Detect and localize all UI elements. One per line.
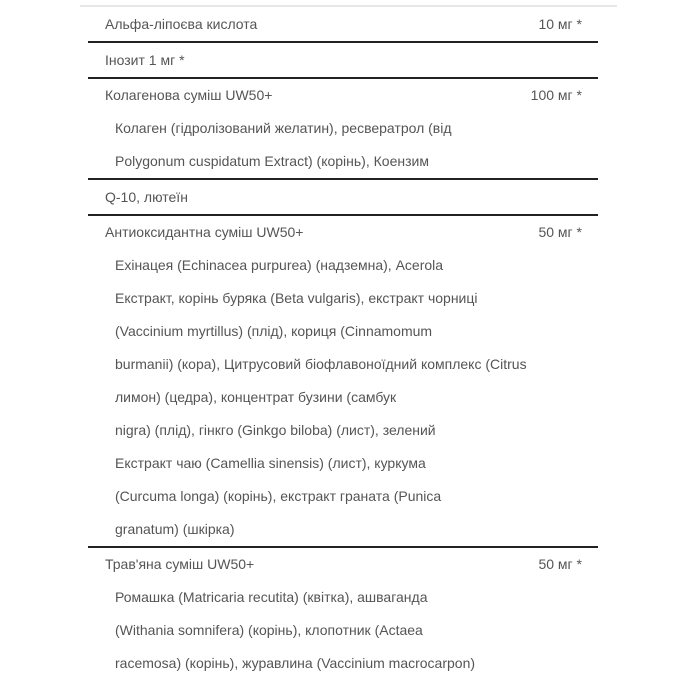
row-header [88,216,598,249]
ingredient-detail: burmanii) (кора), Цитрусовий біофлавоноїдний комплекс (Citrus [115,356,527,372]
ingredient-detail: лимон) (цедра), концентрат бузини (самбук [115,389,397,405]
ingredient-name: Колагенова суміш UW50+ [105,87,273,103]
ingredient-detail: Polygonum cuspidatum Extract) (корінь), Коензим [115,153,429,169]
ingredient-detail: granatum) (шкірка) [115,521,235,537]
ingredients-table [88,7,598,680]
ingredient-amount: 100 мг * [530,87,582,103]
ingredient-detail: Екстракт, корінь буряка (Beta vulgaris), екстракт чорниці [115,290,478,306]
ingredient-name: Альфа-ліпоєва кислота [105,16,258,32]
row-header [88,43,598,77]
ingredient-name: Інозит 1 мг * [105,52,185,68]
ingredient-name: Антиоксидантна суміш UW50+ [105,224,304,240]
ingredient-detail: (Vaccinium myrtillus) (плід), кориця (Cinnamomum [115,323,433,339]
table-row-alpha-lipoic-acid [88,7,598,43]
ingredient-detail: (Curcuma longa) (корінь), екстракт граната (Punica [115,488,442,504]
row-header [88,79,598,112]
row-header [88,7,598,41]
table-row-inositol [88,43,598,79]
ingredient-detail: Ромашка (Matricaria recutita) (квітка), ашваганда [115,589,428,605]
ingredient-detail: nigra) (плід), гінкго (Ginkgo biloba) (лист), зелений [115,422,436,438]
ingredient-name: Трав'яна суміш UW50+ [105,556,255,572]
ingredient-name: Q-10, лютеїн [105,189,188,205]
ingredient-amount: 50 мг * [538,224,582,240]
ingredient-detail: Екстракт чаю (Camellia sinensis) (лист), куркума [115,455,426,471]
row-header [88,180,598,214]
ingredient-amount: 50 мг * [538,556,582,572]
ingredient-detail: racemosa) (корінь), журавлина (Vaccinium macrocarpon) [115,655,476,671]
ingredient-detail: (Withania somnifera) (корінь), клопотник (Actaea [115,622,423,638]
table-row-antioxidant-blend [88,216,598,548]
ingredient-amount: 10 мг * [538,16,582,32]
table-row-herbal-blend [88,548,598,680]
ingredient-detail: Колаген (гідролізований желатин), ресвератрол (від [115,120,452,136]
table-row-q10-lutein [88,180,598,216]
ingredient-detail: Ехінацея (Echinacea purpurea) (надземна), Acerola [115,257,444,273]
row-header [88,548,598,581]
table-row-collagen-blend [88,79,598,180]
